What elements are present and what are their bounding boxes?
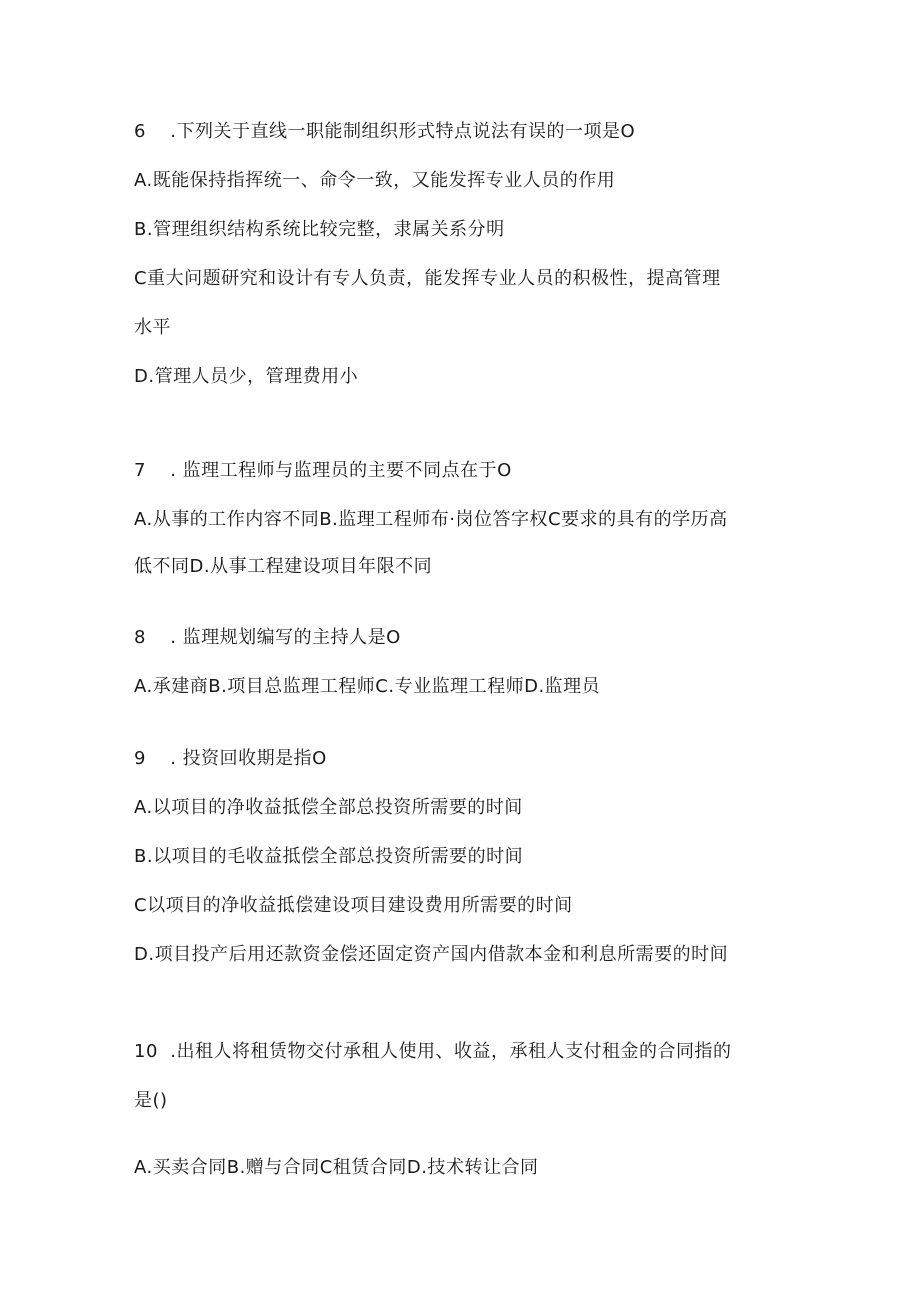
- question-number: 10: [134, 1041, 158, 1062]
- question-10-stem: [134, 1040, 731, 1064]
- question-text: . 投资回收期是指O: [164, 748, 327, 769]
- question-number: 8: [134, 627, 146, 648]
- question-9-option-a: A.以项目的净收益抵偿全部总投资所需要的时间: [134, 797, 523, 818]
- question-9-option-c: C以项目的净收益抵偿建设项目建设费用所需要的时间: [134, 895, 573, 916]
- question-8-stem: [134, 626, 401, 650]
- question-number: 6: [134, 121, 146, 142]
- question-6-stem: [134, 120, 635, 144]
- question-text: .下列关于直线一职能制组织形式特点说法有误的一项是O: [164, 121, 636, 142]
- question-text: . 监理工程师与监理员的主要不同点在于O: [164, 460, 512, 481]
- question-6-option-c-continued: 水平: [134, 317, 171, 338]
- question-text: . 监理规划编写的主持人是O: [164, 627, 401, 648]
- question-6-option-d: D.管理人员少，管理费用小: [134, 366, 359, 387]
- question-7-stem: [134, 459, 512, 483]
- question-6-option-a: A.既能保持指挥统一、命令一致，又能发挥专业人员的作用: [134, 170, 616, 191]
- question-9-stem: [134, 747, 327, 771]
- question-7-options: A.从事的工作内容不同B.监理工程师布·岗位答字权C要求的具有的学历高: [134, 509, 728, 530]
- question-number: 9: [134, 748, 146, 769]
- question-9-option-b: B.以项目的毛收益抵偿全部总投资所需要的时间: [134, 846, 524, 867]
- question-6-option-c: C重大问题研究和设计有专人负责，能发挥专业人员的积极性，提高管理: [134, 268, 721, 289]
- question-8-options: A.承建商B.项目总监理工程师C.专业监理工程师D.监理员: [134, 676, 601, 697]
- question-7-options-continued: 低不同D.从事工程建设项目年限不同: [134, 556, 433, 577]
- question-10-options: A.买卖合同B.赠与合同C租赁合同D.技术转让合同: [134, 1157, 539, 1178]
- question-10-stem-continued: 是(): [134, 1090, 168, 1111]
- question-number: 7: [134, 460, 146, 481]
- question-6-option-b: B.管理组织结构系统比较完整，隶属关系分明: [134, 219, 505, 240]
- question-9-option-d: D.项目投产后用还款资金偿还固定资产国内借款本金和利息所需要的时间: [134, 944, 729, 965]
- question-text: .出租人将租赁物交付承租人使用、收益，承租人支付租金的合同指的: [164, 1041, 732, 1062]
